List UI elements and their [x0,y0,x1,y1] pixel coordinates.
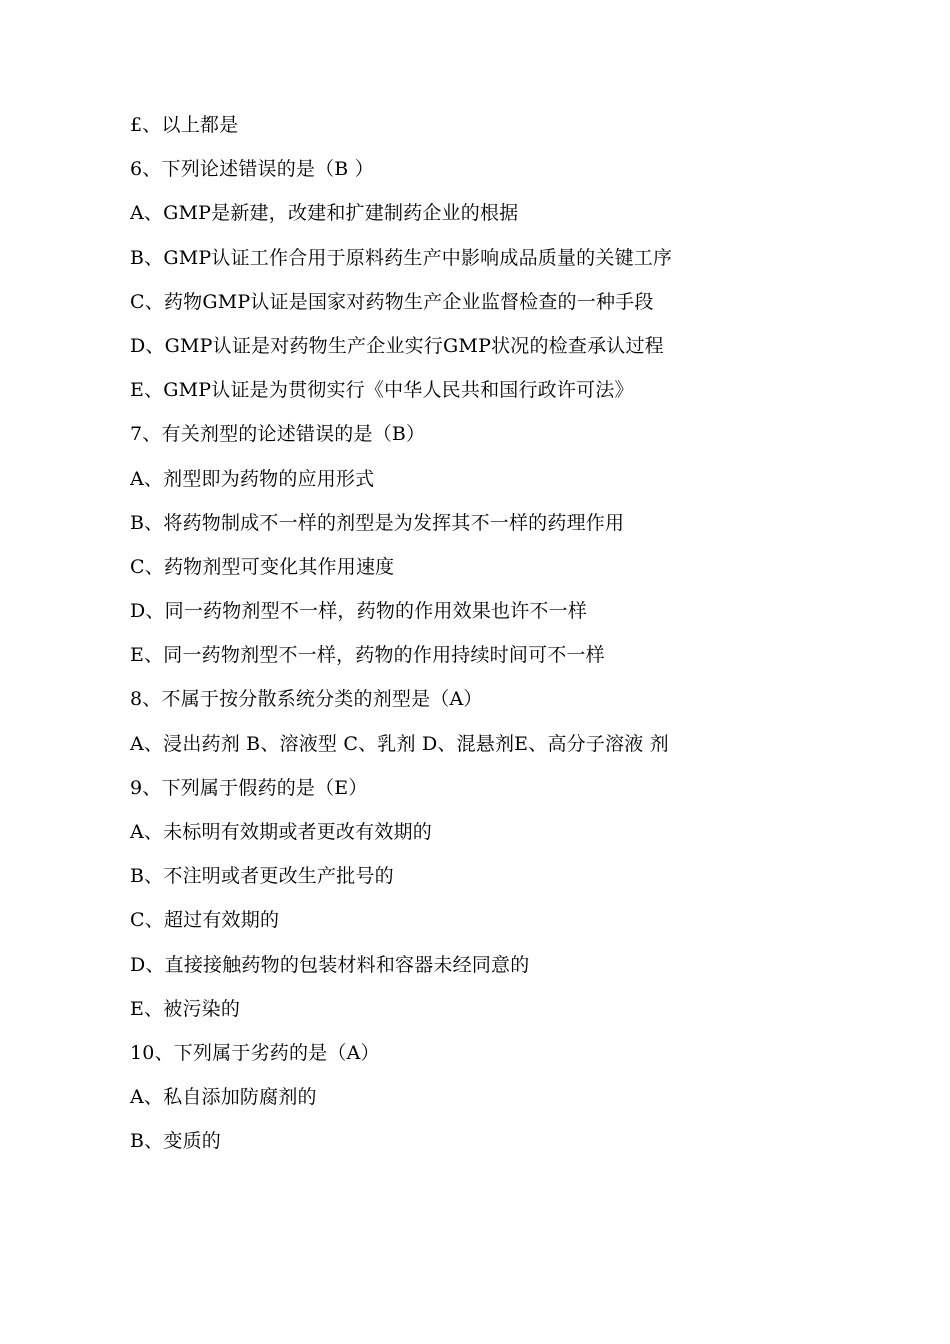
options-inline: A、浸出药剂 B、溶液型 C、乳剂 D、混悬剂E、高分子溶液 剂 [130,732,669,755]
question-6: 6、下列论述错误的是（B ） [130,158,374,181]
option-a: A、私自添加防腐剂的 [130,1086,317,1109]
question-list [130,110,910,1171]
question-10: 10、下列属于劣药的是（A） [130,1041,380,1064]
question-9: 9、下列属于假药的是（E） [130,776,368,799]
option-b: B、不注明或者更改生产批号的 [130,865,394,888]
option-c: C、药物GMP认证是国家对药物生产企业监督检查的一种手段 [130,290,654,313]
option-c: C、药物剂型可变化其作用速度 [130,555,395,578]
option-e: E、GMP认证是为贯彻实行《中华人民共和国行政许可法》 [130,379,634,402]
option-b: B、变质的 [130,1130,221,1153]
question-8: 8、不属于按分散系统分类的剂型是（A） [130,688,483,711]
option-d: D、同一药物剂型不一样，药物的作用效果也许不一样 [130,600,588,623]
option-e: E、同一药物剂型不一样，药物的作用持续时间可不一样 [130,644,605,667]
option-d: D、GMP认证是对药物生产企业实行GMP状况的检查承认过程 [130,334,664,357]
option-a: A、剂型即为药物的应用形式 [130,467,375,490]
option-a: A、GMP是新建，改建和扩建制药企业的根据 [130,202,519,225]
text-line: £、以上都是 [130,114,239,136]
option-b: B、将药物制成不一样的剂型是为发挥其不一样的药理作用 [130,511,625,534]
option-e: E、被污染的 [130,997,241,1020]
question-7: 7、有关剂型的论述错误的是（B） [130,423,426,446]
option-b: B、GMP认证工作合用于原料药生产中影响成品质量的关键工序 [130,246,673,269]
option-a: A、未标明有效期或者更改有效期的 [130,821,432,843]
option-d: D、直接接触药物的包装材料和容器未经同意的 [130,953,530,976]
option-c: C、超过有效期的 [130,909,280,932]
